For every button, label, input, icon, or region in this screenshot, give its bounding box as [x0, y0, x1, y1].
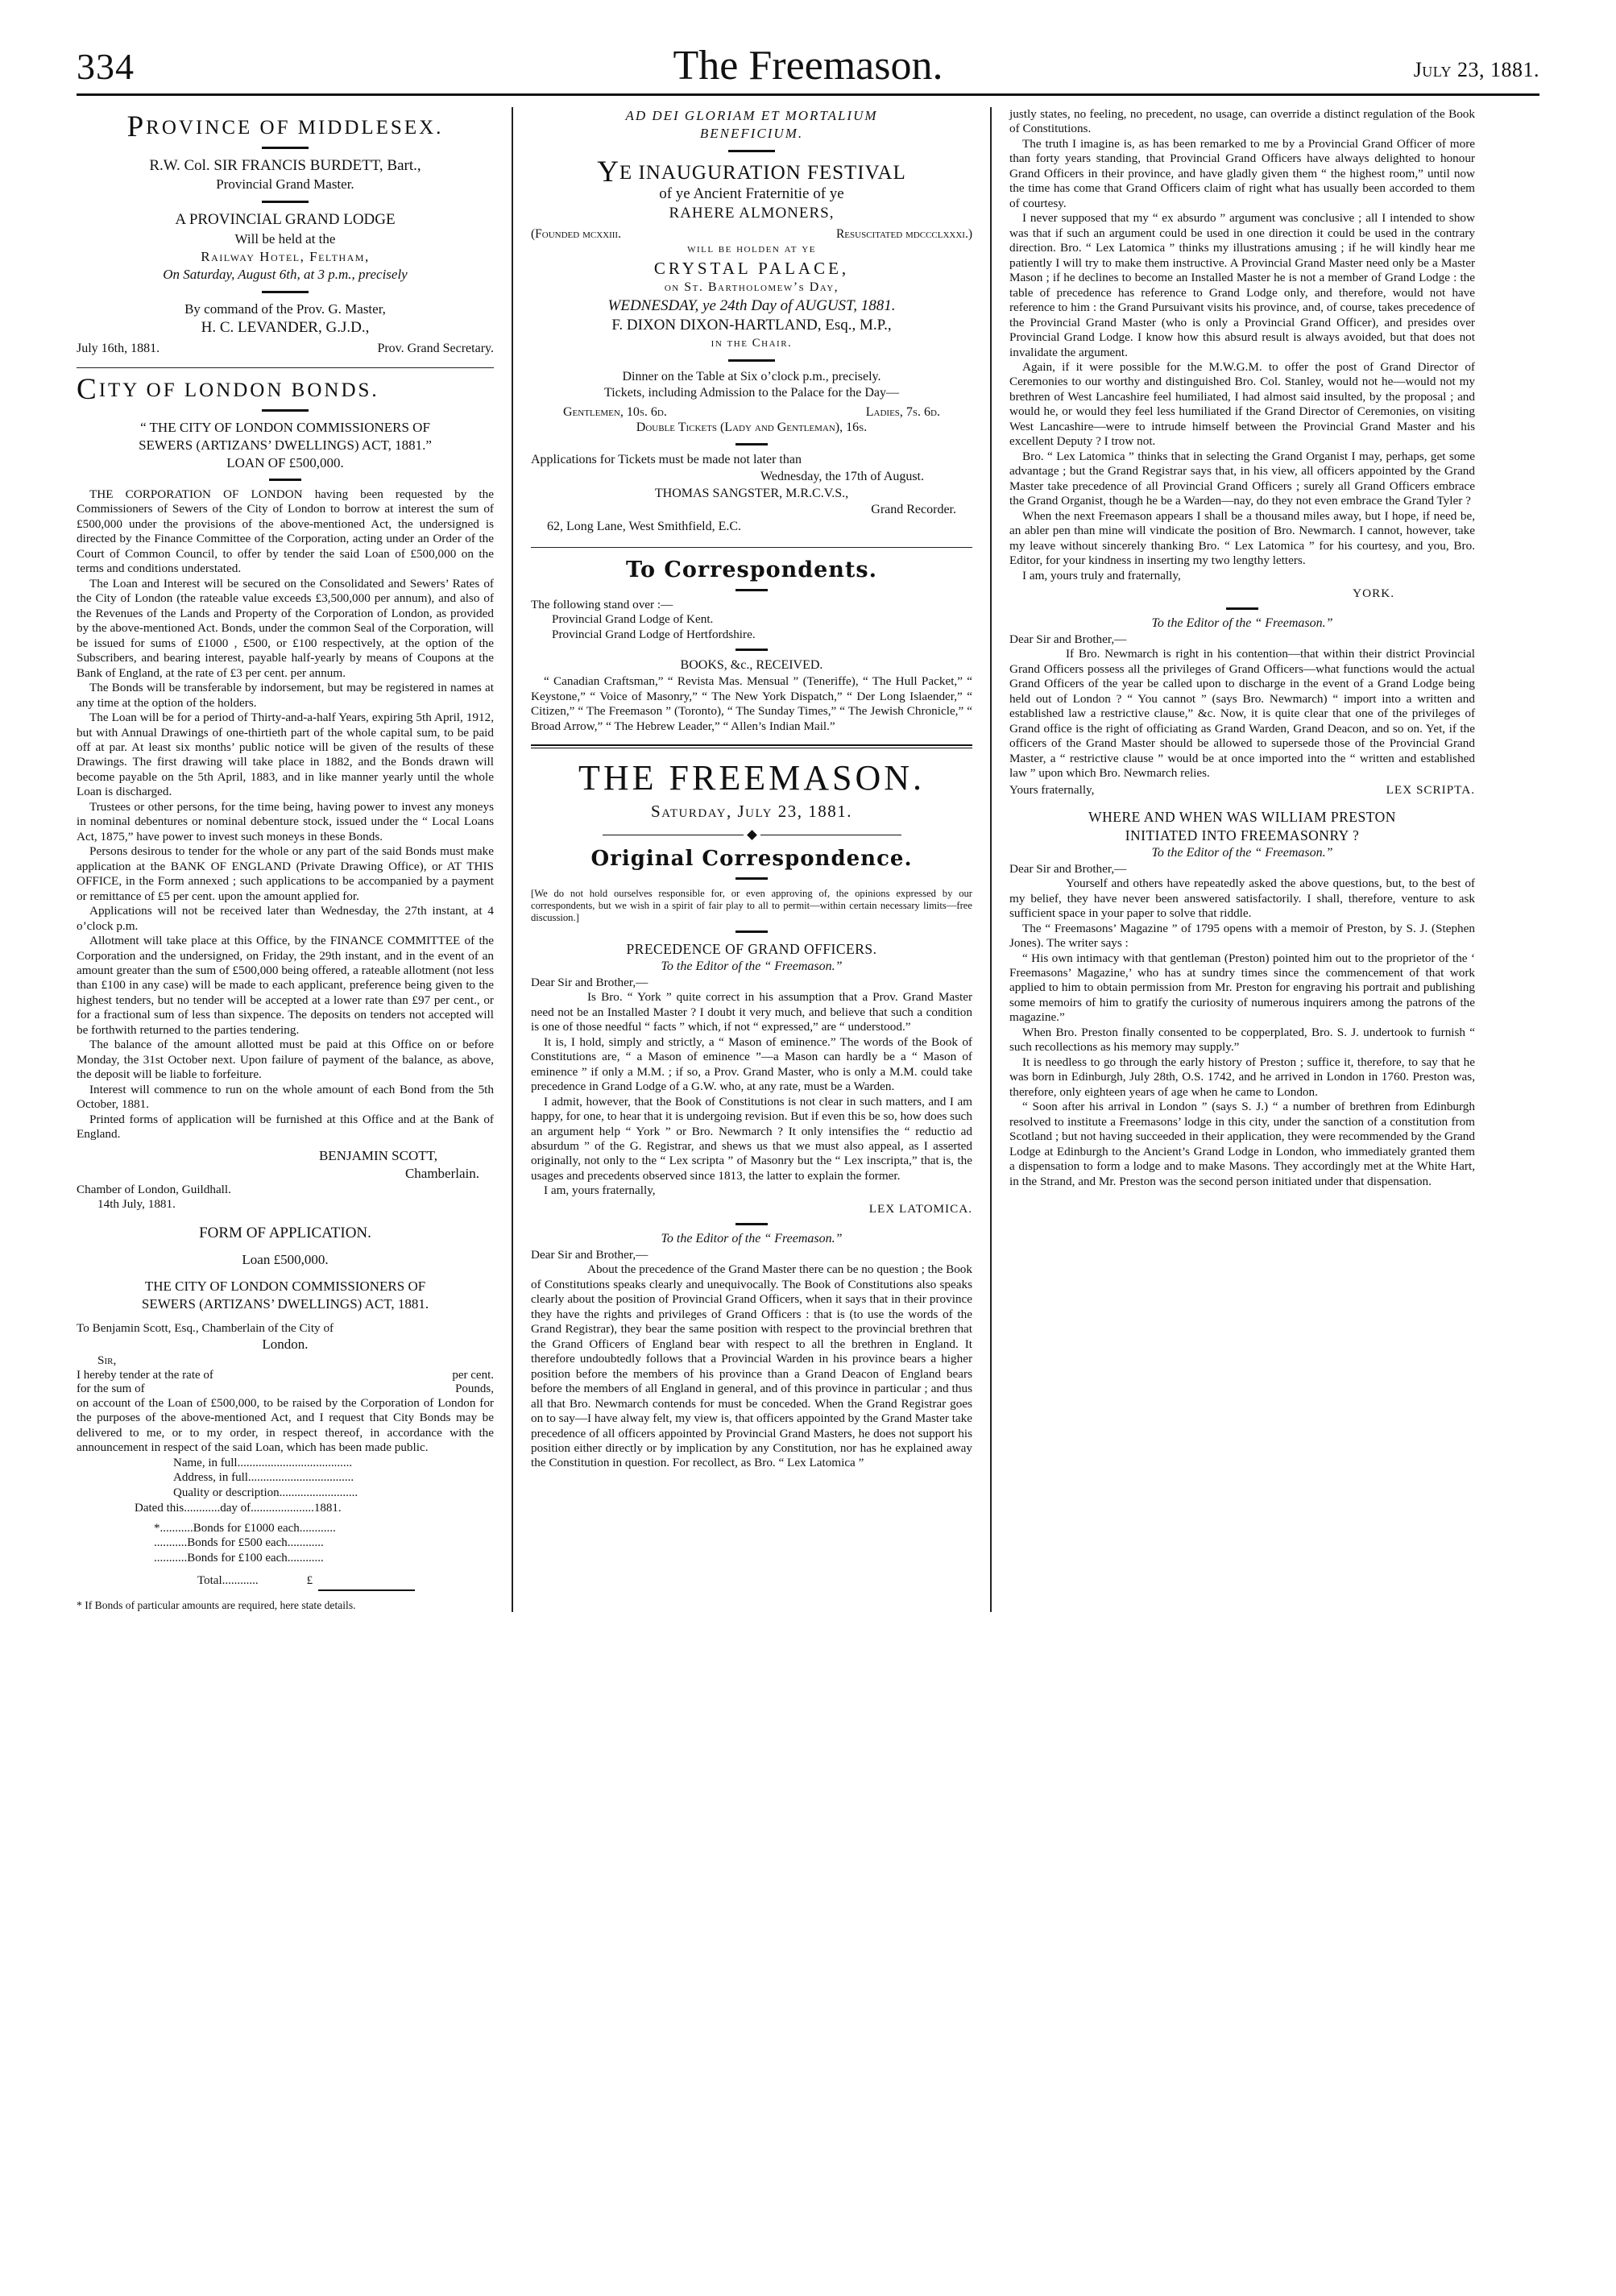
divider-rule — [262, 291, 309, 293]
letter-paragraph: About the precedence of the Grand Master there can be no question ; the Book of Constitutions speaks clearly and unequivocally. The Book of Constitutions also speaks clearly about the position of Provincial Grand Officers, when it says that in their province they have the rights and privileges of Grand Officers : that is (to use the words of the Grand Registrar), they bear the same position with respect to the provincial brethren that the Grand Officers of England bear with respect to all the brethren in England. It therefore undoubtedly follows that a Provincial Warden in his province bears a higher position before the members of his province than a Grand Deacon of England bears before the members of all England in general, and of this province in particular ; and thus all that Bro. Newmarch contends for must be conceded. When the Grand Registrar goes on to say—I have alway felt, my view is, that officers appointed by the Grand Master take precedence of all officers appointed by Provincial Grand Masters, he does not support his position either directly or by implication by any Constitution, nor has he explained away the Constitution in question. For recollect, as Bro. “ Lex Latomica ” — [531, 1262, 972, 1470]
secretary-date: July 16th, 1881. — [77, 342, 160, 356]
divider-rule — [728, 359, 775, 362]
letter-paragraph: If Bro. Newmarch is right in his contention—that within their district Provincial Grand Officers possess all the privileges of Grand Officers—what functions would the actual Grand Officers of the year be called upon to discharge in the event of a Grand Lodge being held out of London ? “ You cannot ” (says Bro. Newmarch) “ import into a written and established law a restrictive clause,” &c. Now, it is quite clear that one of the privileges of Grand office is the right of officiating as Grand Warden, Grand Deacon, and so on. Yet, if the officers of the Grand Master should be allowed to supersede those of the Provincial Grand Master, a “ restrictive clause ” would be at once imported into the “ written and established law ” upon which Bro. Newmarch relies. — [1009, 647, 1475, 781]
chamberlain-place: Chamber of London, Guildhall. — [77, 1182, 231, 1196]
section-to-correspondents — [531, 557, 972, 734]
ticket-price-ladies: Ladies, 7s. 6d. — [865, 405, 940, 420]
letter-closing-row — [1009, 783, 1475, 798]
secretary-name: H. C. LEVANDER, G.J.D., — [201, 319, 370, 337]
letter-addressee: To the Editor of the “ Freemason.” — [1151, 616, 1333, 630]
bonds-paragraph: Allotment will take place at this Office, by the FINANCE COMMITTEE of the Corporation and the undersigned, on Friday, the 29th instant, and in the event of an amount greater than the sum of £500,000 being offered, a rateable allotment (not less than £100 in any case) will be made to each applicant, preference being given to the highest tenders, but no tender will be accepted at a lower rate than £97 per cent., or for a fractional sum of less than sixpence. The deposits on tenders not accepted will be forthwith returned to the parties tendering. — [77, 934, 494, 1037]
form-field-address[interactable]: Address, in full................................... — [173, 1471, 354, 1485]
letter-precedence-of-grand-officers — [531, 941, 972, 1216]
books-received-heading: BOOKS, &c., RECEIVED. — [680, 658, 823, 673]
letter-paragraph: Again, if it were possible for the M.W.G.M. to offer the post of Grand Director of Ceremonies to our worthy and distinguished Bro. Col. Stanley, would not he—would not my brethren of West Lancashire feel humiliated, I had almost said insulted, by the proposal ; and would he, or would they feel less humiliated if the Grand Director of Ceremonies, on visiting West Lancashire—were to intrude himself between the Provincial Grand Master and his excellent Deputy ? I trow not. — [1009, 359, 1475, 449]
form-rate-row — [77, 1369, 494, 1382]
grand-recorder-address: 62, Long Lane, West Smithfield, E.C. — [547, 520, 742, 534]
letter-salutation: Dear Sir and Brother,— — [1009, 632, 1127, 646]
letter-signature: YORK. — [1353, 586, 1394, 600]
festival-day: on St. Bartholomew’s Day, — [664, 280, 839, 294]
letter-paragraph: When Bro. Preston finally consented to be copperplated, Bro. S. J. undertook to furnish “ such recollections as his memory may supply.” — [1009, 1025, 1475, 1055]
venue-name: CRYSTAL PALACE, — [653, 258, 850, 278]
total-underline — [318, 1589, 415, 1591]
letter-heading-line-1: WHERE AND WHEN WAS WILLIAM PRESTON — [1088, 808, 1396, 825]
advert-heading-rest: ROVINCE OF MIDDLESEX. — [146, 117, 444, 139]
divider-rule — [735, 930, 768, 933]
divider-rule — [735, 589, 768, 591]
bonds-paragraph: THE CORPORATION OF LONDON having been requested by the Commissioners of Sewers of the City of London to borrow at interest the sum of £500,000 under the provisions of the above-mentioned Act, the undersigned is directed by the Finance Committee of the Corporation, acting under an Order of the Court of Common Council, to offer by tender the said Loan of £500,000 on the terms and conditions understated. — [77, 487, 494, 576]
masthead-rule — [77, 93, 1539, 96]
editorial-disclaimer: [We do not hold ourselves responsible for, or even approving of, the opinions expressed by our correspondents, but we wish in a spirit of fair play to all to permit—within certain necessary limits—free discussion.] — [531, 888, 972, 923]
paper-masthead-rule-top — [531, 744, 972, 746]
letter-paragraph: The truth I imagine is, as has been remarked to me by a Provincial Grand Officer of more than forty years standing, that Provincial Grand Officers have always delighted to honour Grand Officers in their province, and have gladly given them “ the highest room,” until now the time has come that Grand Officers claim of right what has usually been accorded to them of courtesy. — [1009, 136, 1475, 210]
divider-rule — [728, 150, 775, 152]
secretary-role: Prov. Grand Secretary. — [377, 342, 494, 356]
form-field-name[interactable]: Name, in full...................................... — [173, 1456, 353, 1469]
letter-addressee: To the Editor of the “ Freemason.” — [661, 959, 843, 973]
founded-date: (Founded mcxxiii. — [531, 227, 621, 242]
bonds-paragraph: The Loan will be for a period of Thirty-and-a-half Years, expiring 5th April, 1912, but with Annual Drawings of one-thirtieth part of the whole capital sum, to be paid off at par. At least six months’ public notice will be given of the results of these Drawings. The first drawing will take place in 1882, and the Bonds drawn will become payable on the 5th April, 1883, and in like manner yearly until the whole Loan is discharged. — [77, 711, 494, 799]
advert-rahere-almoners — [531, 107, 972, 536]
advert-province-middlesex — [77, 110, 494, 356]
stand-over-label: The following stand over :— — [531, 598, 673, 611]
secretary-datebar — [77, 342, 494, 356]
letter-addressee: To the Editor of the “ Freemason.” — [661, 1231, 843, 1245]
lodge-line-2: Will be held at the — [234, 231, 336, 247]
grand-recorder-role: Grand Recorder. — [871, 503, 956, 517]
form-sum-unit: Pounds, — [455, 1382, 494, 1395]
festival-heading — [531, 155, 972, 189]
letter-salutation: Dear Sir and Brother,— — [1009, 861, 1127, 876]
advert-heading-middlesex — [77, 110, 494, 143]
divider-rule — [262, 201, 309, 203]
drop-cap: P — [126, 110, 147, 143]
form-salutation: Sir, — [97, 1353, 117, 1368]
page-masthead — [77, 0, 1539, 89]
chamberlain-title: Chamberlain. — [404, 1165, 479, 1181]
letter-signature: LEX LATOMICA. — [868, 1201, 972, 1216]
festival-subheading: of ye Ancient Fraternitie of ye — [659, 184, 844, 202]
resuscitated-date: Resuscitated mdccclxxxi.) — [835, 227, 972, 242]
bonds-paragraph: The balance of the amount allotted must be paid at this Office on or before Monday, the 31st October next. Upon failure of payment of the balance, as above, the deposit will be liable to forfeiture. — [77, 1038, 494, 1082]
advert-heading-bonds — [77, 373, 494, 407]
stand-over-item: Provincial Grand Lodge of Hertfordshire. — [552, 627, 756, 641]
act-title-line-2: SEWERS (ARTIZANS’ DWELLINGS) ACT, 1881.” — [139, 437, 432, 453]
lodge-venue: Railway Hotel, Feltham, — [201, 249, 370, 265]
bonds-paragraph: The Bonds will be transferable by indorsement, but may be registered in names at any time at the option of the holders. — [77, 681, 494, 710]
pgm-title: Provincial Grand Master. — [216, 176, 354, 193]
paper-date-line: Saturday, July 23, 1881. — [651, 802, 852, 822]
columns-container — [77, 107, 1539, 1612]
letter-paragraph: It is, I hold, simply and strictly, a “ Mason of eminence.” The words of the Book of Constitutions are, “ a Mason of eminence ”—a Mason can hardly be a “ Mason of eminence ” if only a M.M. ; if so, a Prov. Grand Master, who is only a M.M. could take precedence in Grand Lodge of a G.W. who, at any rate, must be a Warden. — [531, 1034, 972, 1094]
letter-paragraph: The “ Freemasons’ Magazine ” of 1795 opens with a memoir of Preston, by S. J. (Stephen Jones). The writer says : — [1009, 921, 1475, 951]
bonds-paragraph: Trustees or other persons, for the time being, having power to invest any moneys in nominal debentures or nominal debenture stock, issued under the “ Local Loans Act, 1875,” have power to invest such moneys in these Bonds. — [77, 799, 494, 843]
form-loan-amount: Loan £500,000. — [242, 1252, 329, 1268]
paper-title-large: THE FREEMASON. — [578, 758, 926, 798]
letter-william-preston — [1009, 809, 1475, 1189]
tickets-line: Tickets, including Admission to the Palace for the Day— — [603, 386, 900, 400]
letter-paragraph: Bro. “ Lex Latomica ” thinks that in selecting the Grand Organist I may, perhaps, get some advantage ; but the Grand Registrar says that, in his view, all officers appointed by the Grand Master take precedence of all Provincial Grand Officers ; surely all Grand Officers embrace the Grand Organist, though he be a Warden—nay, do they not even embrace the Grand Tyler ? — [1009, 449, 1475, 508]
form-sum-label[interactable]: for the sum of — [77, 1382, 145, 1395]
by-command-line: By command of the Prov. G. Master, — [184, 301, 386, 317]
chamberlain-date: 14th July, 1881. — [97, 1197, 176, 1212]
bonds-paragraph: Applications will not be received later than Wednesday, the 27th instant, at 4 o’clock p.m. — [77, 904, 494, 933]
letter-lex-scripta — [1009, 616, 1475, 798]
founded-resuscitated-row — [531, 227, 972, 242]
divider-rule — [735, 877, 768, 880]
to-correspondents-heading: To Correspondents. — [625, 557, 877, 582]
section-divider — [531, 547, 972, 548]
divider-rule — [735, 443, 768, 446]
pgm-name: R.W. Col. SIR FRANCIS BURDETT, Bart., — [149, 156, 421, 174]
bonds-paragraph: Persons desirous to tender for the whole or any part of the said Bonds must make application at the BANK OF ENGLAND (Private Drawing Office), or AT THIS OFFICE, in the Form annexed ; such applications to be accompanied by a payment or remittance of £5 per cent. upon the amount applied for. — [77, 844, 494, 903]
divider-rule — [735, 1223, 768, 1225]
letter-closing: Yours fraternally, — [1009, 782, 1095, 797]
divider-rule — [262, 409, 309, 412]
letter-paragraph: It is needless to go through the early history of Preston ; suffice it, therefore, to say that he was born in Edinburgh, July 28th, O.S. 1742, and he arrived in London in 1760. Preston was, therefore, only eighteen years of age when he came to London. — [1009, 1055, 1475, 1099]
letter-heading: PRECEDENCE OF GRAND OFFICERS. — [626, 940, 877, 957]
letter-grand-master-precedence — [531, 1232, 972, 1471]
drop-cap: C — [77, 373, 99, 407]
form-bond-row-500[interactable]: ...........Bonds for £500 each............ — [154, 1536, 324, 1550]
original-correspondence-heading: Original Correspondence. — [590, 847, 913, 872]
issue-date: July 23, 1881. — [1413, 58, 1539, 81]
continued-paragraph: justly states, no feeling, no precedent, no usage, can override a distinct regulation of the Book of Constitutions. — [1009, 107, 1475, 136]
form-of-application-heading: FORM OF APPLICATION. — [199, 1224, 371, 1241]
festival-heading-rest: E INAUGURATION FESTIVAL — [619, 162, 906, 184]
letter-closing: I am, yours fraternally, — [544, 1183, 656, 1198]
letter-heading-line-2: INITIATED INTO FREEMASONRY ? — [1125, 827, 1360, 843]
divider-rule — [262, 147, 309, 149]
page-folio-number: 334 — [77, 46, 135, 87]
ornamental-diamond-rule — [531, 831, 972, 839]
applications-line-2: Wednesday, the 17th of August. — [760, 469, 924, 483]
applications-line-1: Applications for Tickets must be made not later than — [531, 453, 802, 467]
form-addressee-2: London. — [262, 1337, 309, 1353]
letter-salutation: Dear Sir and Brother,— — [531, 1247, 648, 1262]
motto-line-1: AD DEI GLORIAM ET MORTALIUM — [625, 108, 878, 123]
letter-paragraph: When the next Freemason appears I shall be a thousand miles away, but I hope, if need be, an abler pen than mine will vindicate the position of Bro. Newmarch. I cannot, however, take my leave without sincerely thanking Bro. “ Lex Latomica ” for his courtesy, and you, Bro. Editor, for your kindness in inserting my two lengthy letters. — [1009, 508, 1475, 568]
advert-city-london-bonds — [77, 373, 494, 1612]
form-field-date[interactable]: Dated this............day of.....................1881. — [135, 1501, 342, 1515]
bonds-paragraph: The Loan and Interest will be secured on the Consolidated and Sewers’ Rates of the City of London (the rateable value exceeds £3,500,000 per annum), and also of the Revenues of the Lands and Property of the Corporation of London, as provided by the above-mentioned Act. Bonds, under the common Seal of the Corporation, will be issued for sums of £1000 , £500, or £100 respectively, at the option of the Subscribers, and bearing interest, payable half-yearly by means of Coupons at the Bank of England, at the rate of £3 per cent. per annum. — [77, 576, 494, 680]
column-3 — [992, 107, 1475, 1612]
advert-heading-rest: ITY OF LONDON BONDS. — [98, 379, 379, 402]
letter-paragraph: Yourself and others have repeatedly asked the above questions, but, to the best of my belief, they have never been answered satisfactorily. I shall, therefore, venture to ask sufficient space in your paper to solve that riddle. — [1009, 877, 1475, 921]
lodge-datetime: On Saturday, August 6th, at 3 p.m., precisely — [163, 267, 408, 283]
books-received-list: “ Canadian Craftsman,” “ Revista Mas. Mensual ” (Teneriffe), “ The Hull Packet,” “ Keystone,” “ Voice of Masonry,” “ The New York Dispatch,” “ Der Long Islaender,” “ Citizen,” “ The Freemason ” (Toronto), “ The Sunday Times,” “ The Jewish Chronicle,” “ Broad Arrow,” “ The Hebrew Leader,” “ Allen’s Indian Mail.” — [531, 674, 972, 733]
divider-rule — [1226, 607, 1258, 610]
chairman-role: in the Chair. — [711, 337, 793, 350]
ticket-prices-row — [531, 405, 972, 420]
form-rate-label[interactable]: I hereby tender at the rate of — [77, 1368, 213, 1382]
divider-rule — [269, 479, 301, 481]
publication-title: The Freemason. — [673, 43, 943, 89]
divider-rule — [735, 649, 768, 651]
diamond-ornament-icon — [747, 830, 757, 840]
ticket-price-gentlemen: Gentlemen, 10s. 6d. — [563, 405, 667, 420]
letter-addressee: To the Editor of the “ Freemason.” — [1151, 845, 1333, 860]
holden-line: will be holden at ye — [687, 242, 816, 256]
column-2 — [512, 107, 992, 1612]
fraternity-name: RAHERE ALMONERS, — [669, 205, 835, 222]
form-bond-row-100[interactable]: ...........Bonds for £100 each............ — [154, 1552, 324, 1565]
form-footnote: * If Bonds of particular amounts are required, here state details. — [77, 1598, 356, 1611]
letter-paragraph: I never supposed that my “ ex absurdo ” argument was conclusive ; all I intended to show was that if such an argument could be used in one direction it could be used in the contrary direction. Bro. “ Lex Latomica ” thinks my illustrations amusing ; if he will kindly hear me patiently I will try to make them instructive. A Provincial Grand Master need only be a Master Mason ; if he declines to become an Installed Master he is not a member of Grand Lodge : the table of precedence has reference to Grand Lodge only, and therefore, would not have reference to him : the Grand Pursuivant visits his province, and, of course, takes precedence of the Provincial Grand Master (who is only a Provincial Grand Officer), and presides over Provincial Grand Lodge. I know how this absurd result is always avoided, but that does not invalidate the argument. — [1009, 211, 1475, 359]
lodge-line-1: A PROVINCIAL GRAND LODGE — [175, 211, 396, 229]
form-addressee-1: To Benjamin Scott, Esq., Chamberlain of the City of — [77, 1320, 334, 1335]
letter-quotation: “ Soon after his arrival in London ” (says S. J.) “ a number of brethren from Edinburgh resolved to institute a Freemasons’ lodge in this city, under the sanction of a constitution from Scotland ; but not having succeeded in their application, they were recommended by the Grand Lodge at Edinburgh to the Ancient’s Grand Lodge in London, who immediately granted them a dispensation to form a lodge and to make Masons. They accordingly met at the White Hart, in the Strand, and Mr. Preston was the second person initiated under that dispensation. — [1009, 1100, 1475, 1188]
dinner-time: Dinner on the Table at Six o’clock p.m., precisely. — [622, 369, 881, 383]
festival-date: WEDNESDAY, ye 24th Day of AUGUST, 1881. — [607, 296, 896, 314]
loan-amount-heading: LOAN OF £500,000. — [226, 454, 344, 470]
form-total-currency-symbol: £ — [306, 1573, 313, 1587]
bonds-paragraph: Printed forms of application will be furnished at this Office and at the Bank of England. — [77, 1112, 494, 1142]
drop-cap: Y — [597, 155, 619, 189]
letter-quotation: “ His own intimacy with that gentleman (Preston) pointed him out to the proprietor of the ‘ Freemasons’ Magazine,’ who has at sundry times since the commencement of that work applied to him to obtain permission from Mr. Preston for engraving his portrait and publishing some memoirs of him to gratify the curiosity of numerous inquirers among the patrons of the magazine.” — [1009, 951, 1475, 1025]
letter-signature: LEX SCRIPTA. — [1386, 782, 1475, 797]
letter-paragraph: I admit, however, that the Book of Constitutions is not clear in such matters, and I am happy, for one, to hear that it is undergoing revision. But if even this be so, how does such an argument help “ York ” or Bro. Newmarch ? It only intensifies the “ reductio ad absurdum ” of the G. Registrar, and shews us that we must also appeal, as I asserted originally, not only to the “ Lex scripta ” of Masonry but the “ Lex inscripta,” that is, the usages and precedents observed since 1813, the latter to explain the former. — [531, 1094, 972, 1183]
act-title-line-1: “ THE CITY OF LONDON COMMISSIONERS OF — [140, 419, 430, 435]
stand-over-item: Provincial Grand Lodge of Kent. — [552, 612, 714, 627]
section-divider — [77, 367, 494, 368]
form-rate-unit: per cent. — [452, 1368, 494, 1382]
form-sum-row — [77, 1382, 494, 1396]
letter-closing: I am, yours truly and fraternally, — [1022, 568, 1181, 582]
bonds-paragraph: Interest will commence to run on the whole amount of each Bond from the 5th October, 1881. — [77, 1082, 494, 1112]
form-body-text: on account of the Loan of £500,000, to be raised by the Corporation of London for the purposes of the above-mentioned Act, and I request that City Bonds may be delivered to me, or to my order, in respect thereof, in accordance with the announcement in respect of the said Loan, which has been made public. — [77, 1395, 494, 1455]
chamberlain-name: BENJAMIN SCOTT, — [318, 1147, 437, 1163]
letter-salutation: Dear Sir and Brother,— — [531, 975, 648, 989]
form-total-label: Total............ — [197, 1573, 259, 1587]
column-1 — [77, 107, 512, 1612]
form-act-line-2: SEWERS (ARTIZANS’ DWELLINGS) ACT, 1881. — [141, 1295, 429, 1312]
letter-paragraph: Is Bro. “ York ” quite correct in his assumption that a Prov. Grand Master need not be an Installed Master ? I doubt it very much, and believe that such a condition is one of those needful “ facts ” which, if not “ expressed,” are “ understood.” — [531, 990, 972, 1034]
motto-line-2: BENEFICIUM. — [699, 126, 804, 142]
form-total-row — [77, 1574, 494, 1588]
form-field-quality[interactable]: Quality or description.......................... — [173, 1486, 358, 1500]
form-act-line-1: THE CITY OF LONDON COMMISSIONERS OF — [144, 1278, 426, 1294]
form-bond-row-1000[interactable]: *...........Bonds for £1000 each............ — [154, 1521, 336, 1535]
ticket-price-double: Double Tickets (Lady and Gentleman), 16s. — [636, 421, 868, 435]
chairman-name: F. DIXON DIXON-HARTLAND, Esq., M.P., — [611, 317, 892, 334]
grand-recorder-name: THOMAS SANGSTER, M.R.C.V.S., — [654, 486, 849, 500]
